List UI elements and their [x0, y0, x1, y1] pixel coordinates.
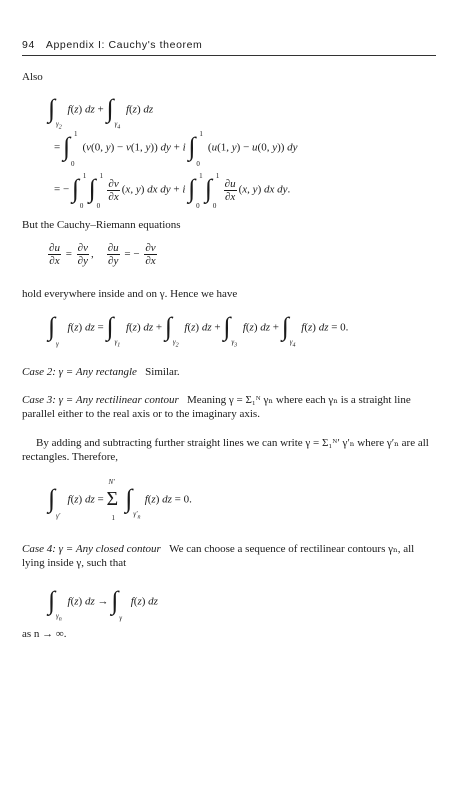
page-number: 94 [22, 39, 35, 51]
running-title: Appendix I: Cauchy's theorem [45, 39, 203, 51]
case-3-text: Meaning γ = Σ₁ᴺ γₙ where each γₙ is a straight line parallel either to the real axis or to the imaginary axis. [22, 394, 411, 420]
paragraph-adding: By adding and subtracting further straight lines we can write γ = Σ₁ᴺ′ γ′ₙ where γ′ₙ are all rectangles. Therefore, [22, 437, 429, 463]
case-4-label: Case 4: γ = Any closed contour [22, 543, 161, 555]
equation-limit: ∫ $\gamma_n$ f(z) dz → ∫ γ f(z) dz [48, 586, 158, 622]
equation-sum-of-sides: ∫ γ f(z) dz = ∫ $\gamma_1$ f(z) dz + ∫ $\gamma_2$ f(z) dz + ∫ $\gamma_3$ f(z) dz + ∫ $\gamma_4$ f(z) dz = 0. [48, 312, 349, 348]
paragraph-case-3 [22, 393, 436, 421]
paragraph-cr-intro: But the Cauchy–Riemann equations [22, 219, 181, 231]
case-2-label: Case 2: γ = Any rectangle [22, 366, 137, 378]
equation-1-line-1: ∫ $\gamma_2$ f(z) dz + ∫ $\gamma_4$ f(z) dz [48, 94, 154, 130]
equation-1-line-3: = − ∫ 1 0 ∫ 1 0 $\frac{\partial v}{\partial x}$ (x, y) dx dy + i ∫ 1 0 ∫ 1 0 $\frac{\partial u}{\partial x}$ (x, y) dx dy. [54, 172, 291, 210]
case-2-text: Similar. [145, 366, 180, 378]
paragraph-case-2 [22, 365, 436, 379]
header-rule [22, 55, 436, 56]
case-3-label: Case 3: γ = Any rectilinear contour [22, 394, 179, 406]
paragraph-hold: hold everywhere inside and on γ. Hence we have [22, 288, 238, 300]
cauchy-riemann-equations: $\frac{\partial u}{\partial x}$ = $\frac{\partial v}{\partial y}$ , $\frac{\partial u}{\partial y}$ = − $\frac{\partial v}{\partial x}$ [49, 242, 156, 267]
running-header [22, 39, 436, 51]
paragraph-also: Also [22, 71, 43, 83]
paragraph-final: as n → ∞. [22, 628, 67, 640]
paragraph-case-4 [22, 542, 436, 570]
equation-1-line-2: = ∫ 1 0 (v(0, y) − v(1, y)) dy + i ∫ 1 0 (u(1, y) − u(0, y)) dy [54, 130, 298, 168]
equation-rectangles: ∫ γ′ f(z) dz = N′ Σ 1 ∫ $\gamma'_n$ f(z) dz = 0. [48, 478, 192, 522]
case-4-text: We can choose a sequence of rectilinear contours γₙ, all lying inside γ, such that [22, 543, 415, 569]
